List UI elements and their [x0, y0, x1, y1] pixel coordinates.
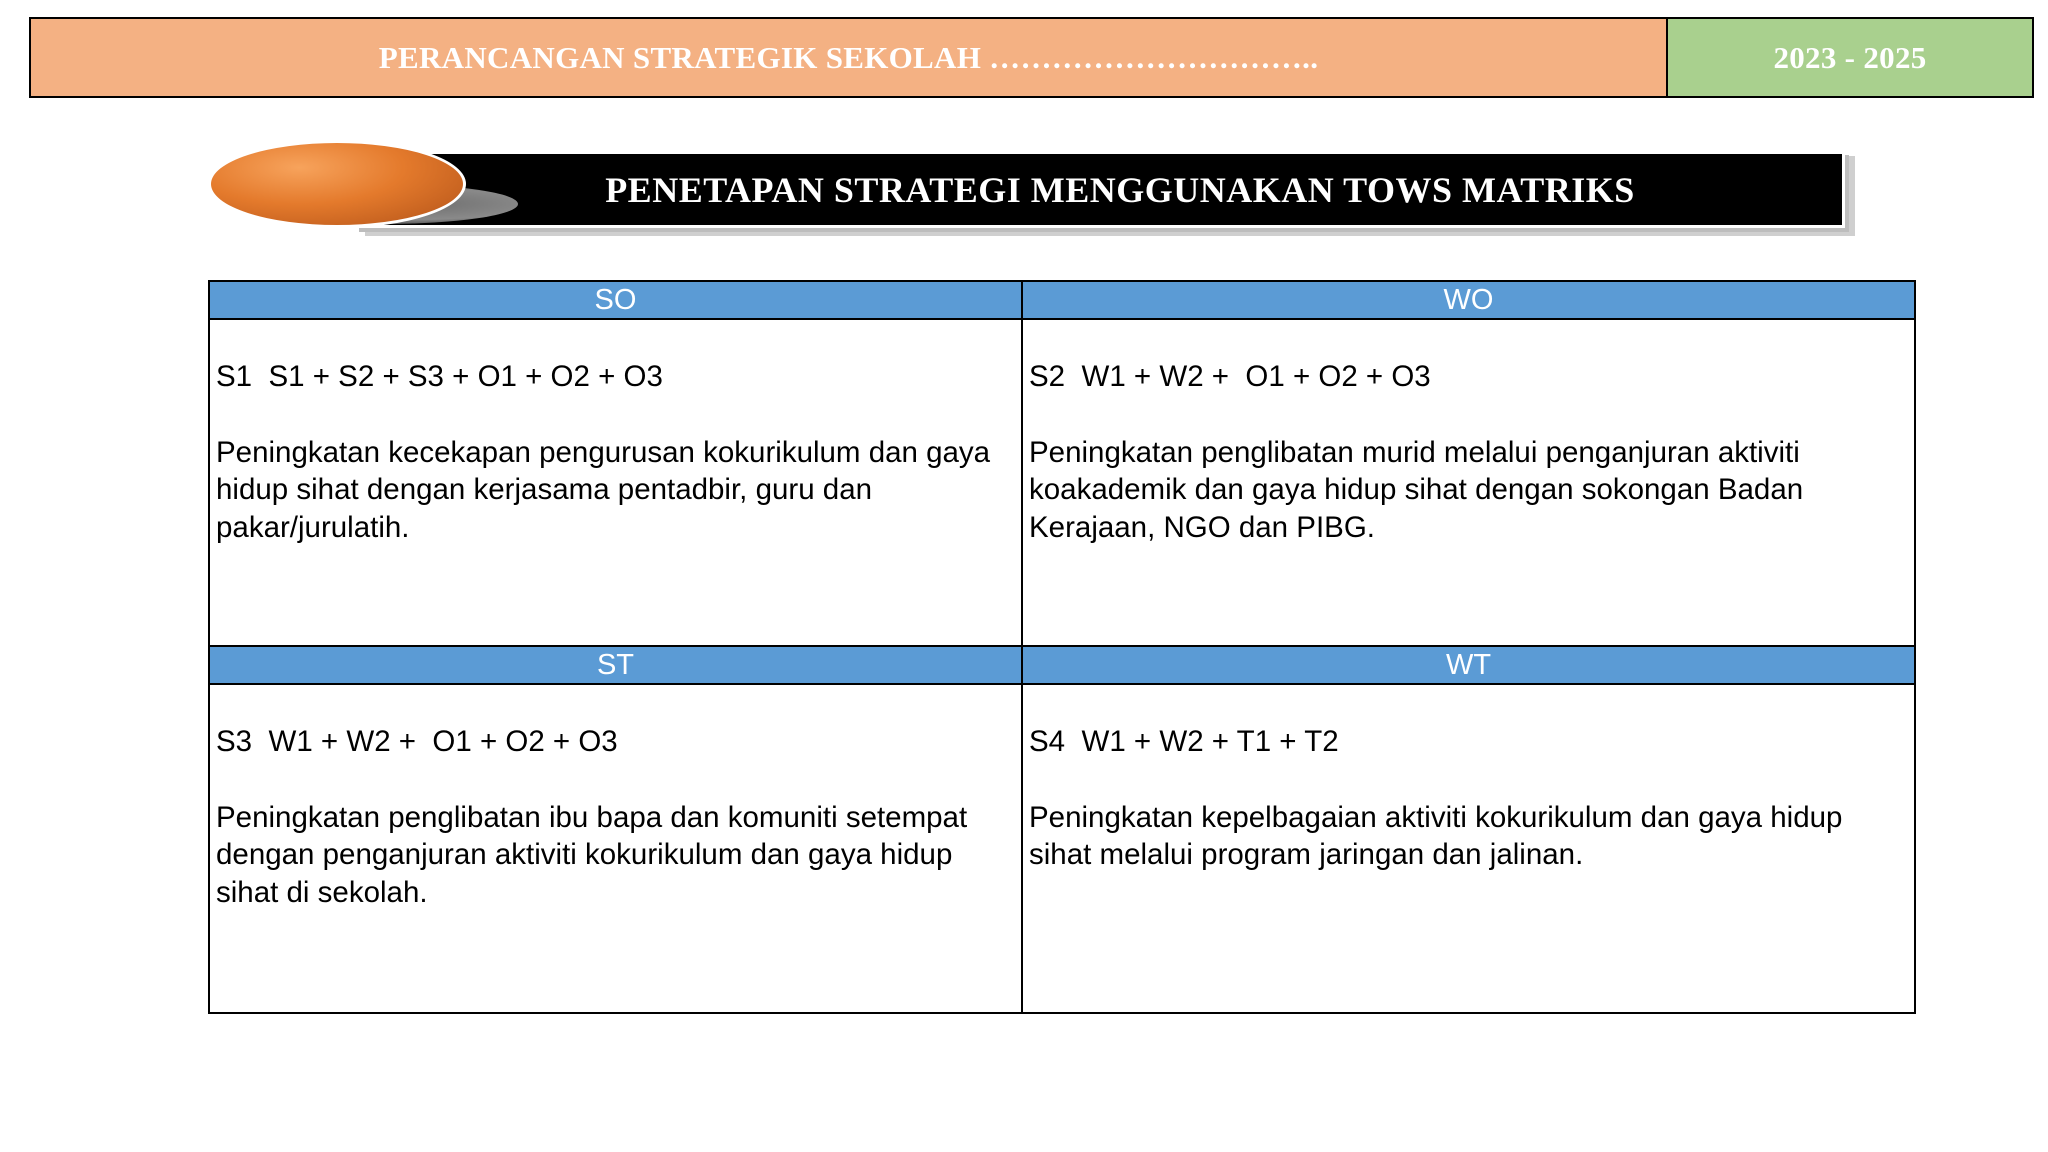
cell-body [210, 685, 1021, 911]
header-title: PERANCANGAN STRATEGIK SEKOLAH ………………………….. [378, 39, 1319, 75]
matrix-cell-so [210, 282, 1023, 647]
cell-heading: SO [210, 282, 1021, 320]
matrix-cell-wo [1023, 282, 1914, 647]
strategy-description: Peningkatan kepelbagaian aktiviti kokurikulum dan gaya hidup sihat melalui program jaringan dan jalinan. [1029, 800, 1843, 871]
cell-heading: WO [1023, 282, 1914, 320]
section-banner [208, 140, 1868, 240]
cell-body [1023, 685, 1914, 874]
strategy-description: Peningkatan penglibatan murid melalui penganjuran aktiviti koakademik dan gaya hidup sihat dengan sokongan Badan Kerajaan, NGO dan PIBG. [1029, 435, 1804, 544]
header-years: 2023 - 2025 [1773, 39, 1927, 75]
page-header [29, 17, 2034, 98]
cell-heading: WT [1023, 647, 1914, 685]
cell-heading: ST [210, 647, 1021, 685]
strategy-description: Peningkatan kecekapan pengurusan kokurikulum dan gaya hidup sihat dengan kerjasama pentadbir, guru dan pakar/jurulatih. [216, 435, 991, 544]
banner-title: PENETAPAN STRATEGI MENGGUNAKAN TOWS MATRIKS [605, 169, 1635, 210]
banner-bar [355, 151, 1845, 228]
matrix-cell-wt [1023, 647, 1914, 1012]
cell-body [210, 320, 1021, 546]
strategy-description: Peningkatan penglibatan ibu bapa dan komuniti setempat dengan penganjuran aktiviti kokurikulum dan gaya hidup sihat di sekolah. [216, 800, 968, 909]
strategy-formula: S2 W1 + W2 + O1 + O2 + O3 [1029, 360, 1431, 393]
strategy-formula: S1 S1 + S2 + S3 + O1 + O2 + O3 [216, 360, 663, 393]
cell-body [1023, 320, 1914, 546]
tows-matrix [208, 280, 1916, 1014]
strategy-formula: S4 W1 + W2 + T1 + T2 [1029, 725, 1339, 758]
header-year-cell [1668, 19, 2032, 96]
strategy-formula: S3 W1 + W2 + O1 + O2 + O3 [216, 725, 618, 758]
header-title-cell [31, 19, 1668, 96]
orange-oval-decoration [208, 140, 466, 228]
matrix-cell-st [210, 647, 1023, 1012]
